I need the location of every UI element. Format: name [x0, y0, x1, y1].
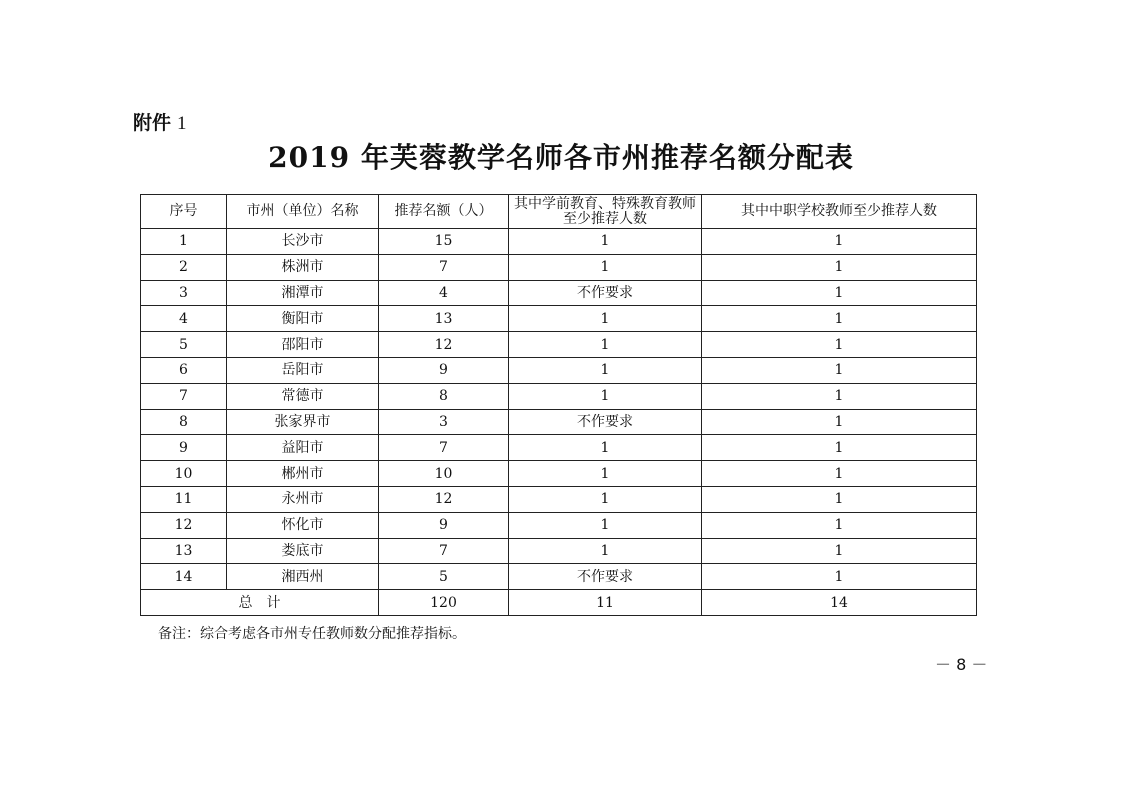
cell-quota: 15	[379, 229, 509, 255]
cell-quota: 7	[379, 538, 509, 564]
table-row	[141, 435, 977, 461]
cell-vocational: 1	[702, 564, 977, 590]
cell-index: 3	[141, 280, 227, 306]
cell-vocational: 1	[702, 280, 977, 306]
cell-vocational: 1	[702, 486, 977, 512]
cell-vocational: 1	[702, 306, 977, 332]
table-row	[141, 332, 977, 358]
cell-preschool-special: 1	[509, 332, 702, 358]
table-row	[141, 306, 977, 332]
cell-index: 13	[141, 538, 227, 564]
cell-city: 邵阳市	[227, 332, 379, 358]
cell-city: 益阳市	[227, 435, 379, 461]
cell-index: 14	[141, 564, 227, 590]
cell-city: 郴州市	[227, 461, 379, 487]
cell-vocational: 1	[702, 254, 977, 280]
attachment-label: 附件 1	[133, 112, 187, 134]
note: 备注：综合考虑各市州专任教师数分配推荐指标。	[158, 626, 466, 642]
attachment-number: 1	[177, 113, 187, 134]
cell-index: 1	[141, 229, 227, 255]
cell-index: 11	[141, 486, 227, 512]
cell-preschool-special: 不作要求	[509, 280, 702, 306]
cell-index: 4	[141, 306, 227, 332]
total-vocational: 14	[702, 590, 977, 616]
cell-vocational: 1	[702, 512, 977, 538]
cell-city: 湘潭市	[227, 280, 379, 306]
cell-city: 怀化市	[227, 512, 379, 538]
cell-preschool-special: 1	[509, 383, 702, 409]
table-row	[141, 409, 977, 435]
cell-city: 张家界市	[227, 409, 379, 435]
table-row	[141, 383, 977, 409]
cell-index: 9	[141, 435, 227, 461]
cell-vocational: 1	[702, 383, 977, 409]
cell-quota: 8	[379, 383, 509, 409]
table-row	[141, 564, 977, 590]
cell-vocational: 1	[702, 409, 977, 435]
cell-preschool-special: 1	[509, 512, 702, 538]
cell-city: 衡阳市	[227, 306, 379, 332]
page-number: － 8 －	[935, 655, 988, 674]
cell-quota: 7	[379, 254, 509, 280]
cell-preschool-special: 1	[509, 461, 702, 487]
cell-quota: 10	[379, 461, 509, 487]
cell-vocational: 1	[702, 435, 977, 461]
cell-vocational: 1	[702, 538, 977, 564]
header-vocational: 其中中职学校教师至少推荐人数	[702, 195, 977, 229]
cell-preschool-special: 1	[509, 254, 702, 280]
cell-index: 10	[141, 461, 227, 487]
cell-preschool-special: 不作要求	[509, 564, 702, 590]
total-row	[141, 590, 977, 616]
cell-city: 常德市	[227, 383, 379, 409]
cell-index: 2	[141, 254, 227, 280]
cell-quota: 13	[379, 306, 509, 332]
cell-city: 湘西州	[227, 564, 379, 590]
allocation-table	[140, 194, 977, 616]
total-preschool-special: 11	[509, 590, 702, 616]
cell-vocational: 1	[702, 357, 977, 383]
cell-city: 娄底市	[227, 538, 379, 564]
cell-city: 岳阳市	[227, 357, 379, 383]
header-preschool-special: 其中学前教育、特殊教育教师至少推荐人数	[509, 195, 702, 229]
cell-index: 5	[141, 332, 227, 358]
cell-index: 8	[141, 409, 227, 435]
cell-vocational: 1	[702, 332, 977, 358]
cell-index: 6	[141, 357, 227, 383]
table-row	[141, 229, 977, 255]
cell-preschool-special: 1	[509, 435, 702, 461]
document-title: 2019 年芙蓉教学名师各市州推荐名额分配表	[268, 141, 854, 174]
cell-quota: 3	[379, 409, 509, 435]
cell-preschool-special: 1	[509, 306, 702, 332]
table-row	[141, 254, 977, 280]
table-header-row	[141, 195, 977, 229]
total-label: 总 计	[141, 590, 379, 616]
table-row	[141, 357, 977, 383]
cell-city: 长沙市	[227, 229, 379, 255]
cell-quota: 9	[379, 512, 509, 538]
cell-quota: 7	[379, 435, 509, 461]
total-quota: 120	[379, 590, 509, 616]
header-quota: 推荐名额（人）	[379, 195, 509, 229]
cell-index: 7	[141, 383, 227, 409]
cell-quota: 9	[379, 357, 509, 383]
cell-preschool-special: 1	[509, 486, 702, 512]
cell-quota: 4	[379, 280, 509, 306]
cell-preschool-special: 1	[509, 357, 702, 383]
cell-city: 株洲市	[227, 254, 379, 280]
cell-quota: 5	[379, 564, 509, 590]
cell-quota: 12	[379, 486, 509, 512]
cell-index: 12	[141, 512, 227, 538]
table-row	[141, 280, 977, 306]
table-row	[141, 486, 977, 512]
header-index: 序号	[141, 195, 227, 229]
cell-preschool-special: 1	[509, 538, 702, 564]
cell-preschool-special: 不作要求	[509, 409, 702, 435]
cell-quota: 12	[379, 332, 509, 358]
header-city: 市州（单位）名称	[227, 195, 379, 229]
cell-preschool-special: 1	[509, 229, 702, 255]
table-row	[141, 512, 977, 538]
cell-vocational: 1	[702, 461, 977, 487]
cell-vocational: 1	[702, 229, 977, 255]
table-row	[141, 538, 977, 564]
cell-city: 永州市	[227, 486, 379, 512]
table-row	[141, 461, 977, 487]
